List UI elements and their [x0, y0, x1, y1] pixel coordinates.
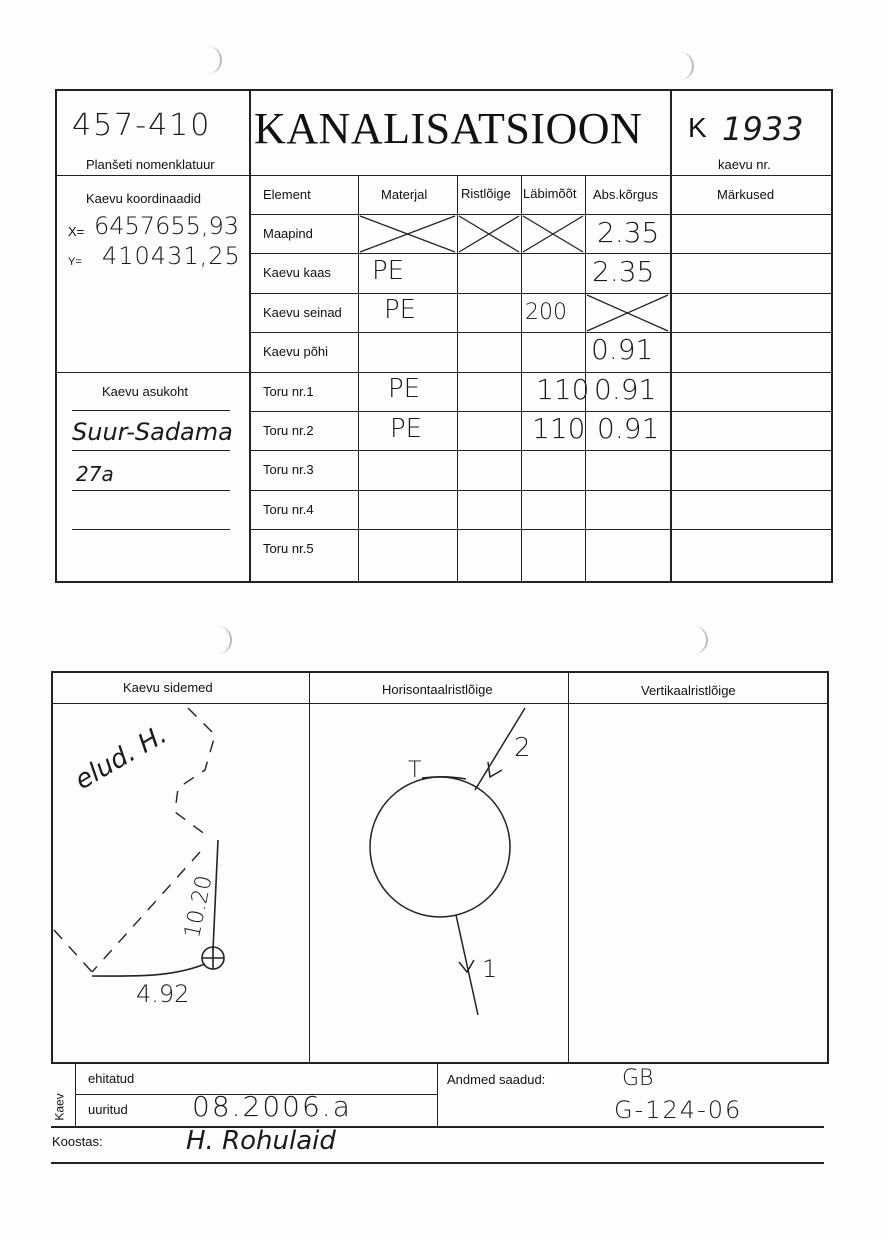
row-label: Toru nr.1 [263, 384, 314, 399]
form-title: KANALISATSIOON [254, 104, 643, 153]
col-header-remarks: Märkused [717, 187, 775, 202]
x-coordinate-label: X= [68, 224, 85, 239]
pipe-in-label: 2 [514, 733, 531, 763]
cell-material: PE [390, 414, 423, 444]
y-coordinate-label: Y= [68, 256, 82, 268]
location-number: 27a [76, 462, 114, 486]
row-label: Toru nr.5 [263, 541, 314, 556]
data-source-value-1: GB [622, 1066, 654, 1091]
row-label: Toru nr.2 [263, 423, 314, 438]
nomenclature-value: 457-410 [72, 108, 212, 143]
cell-material: PE [372, 256, 405, 286]
col-header-diameter: Läbimõõt [523, 186, 577, 201]
tie-distance-2: 4.92 [136, 980, 190, 1008]
pipe-out-label: 1 [482, 955, 498, 983]
ties-label: Kaevu sidemed [123, 680, 213, 695]
surveyed-date: 08.2006.a [192, 1090, 352, 1123]
data-source-value-2: G-124-06 [614, 1096, 743, 1124]
cell-height: 0.91 [594, 373, 657, 406]
punch-hole-mark [686, 626, 708, 654]
row-label: Maapind [263, 226, 313, 241]
vertical-section-label: Vertikaalristlõige [641, 683, 736, 698]
well-prefix: K [688, 112, 707, 143]
cell-height: 0.91 [597, 412, 660, 445]
data-source-label: Andmed saadud: [447, 1072, 546, 1087]
author-label: Koostas: [52, 1134, 103, 1149]
surveyed-label: uuritud [88, 1102, 128, 1117]
punch-hole-mark [672, 52, 694, 80]
cell-diameter: 110 [536, 373, 590, 406]
horizontal-section-label: Horisontaalristlõige [382, 682, 493, 697]
cell-height: 2.35 [597, 216, 660, 249]
punch-hole-mark [210, 626, 232, 654]
row-label: Toru nr.4 [263, 502, 314, 517]
well-number-label: kaevu nr. [718, 157, 771, 172]
y-coordinate-value: 410431,25 [102, 242, 241, 270]
tie-distance-1: 10.20 [180, 873, 218, 941]
cell-height: 0.91 [591, 333, 654, 366]
cell-material: PE [388, 374, 421, 404]
coordinates-label: Kaevu koordinaadid [86, 191, 201, 206]
tie-building-label: elud. H. [70, 719, 173, 796]
cell-diameter: 110 [532, 412, 586, 445]
col-header-cross-section: Ristlõige [461, 186, 511, 201]
built-label: ehitatud [88, 1071, 135, 1086]
row-label: Toru nr.3 [263, 462, 314, 477]
punch-hole-mark [200, 46, 222, 74]
nomenclature-label: Planšeti nomenklatuur [86, 157, 215, 172]
col-header-element: Element [263, 187, 311, 202]
col-header-material: Materjal [381, 187, 428, 202]
row-label: Kaevu kaas [263, 265, 331, 280]
top-mark: T [408, 758, 422, 783]
col-header-abs-height: Abs.kõrgus [593, 187, 659, 202]
author-value: H. Rohulaid [186, 1126, 336, 1156]
x-coordinate-value: 6457655,93 [94, 212, 240, 240]
cell-diameter: 200 [525, 300, 567, 325]
cell-material: PE [384, 295, 417, 325]
location-label: Kaevu asukoht [102, 384, 189, 399]
well-side-label: Kaev [52, 1093, 67, 1121]
row-label: Kaevu põhi [263, 344, 329, 359]
location-street: Suur-Sadama [72, 418, 233, 446]
cell-height: 2.35 [592, 255, 655, 288]
row-label: Kaevu seinad [263, 305, 342, 320]
well-number-value: 1933 [722, 110, 804, 148]
